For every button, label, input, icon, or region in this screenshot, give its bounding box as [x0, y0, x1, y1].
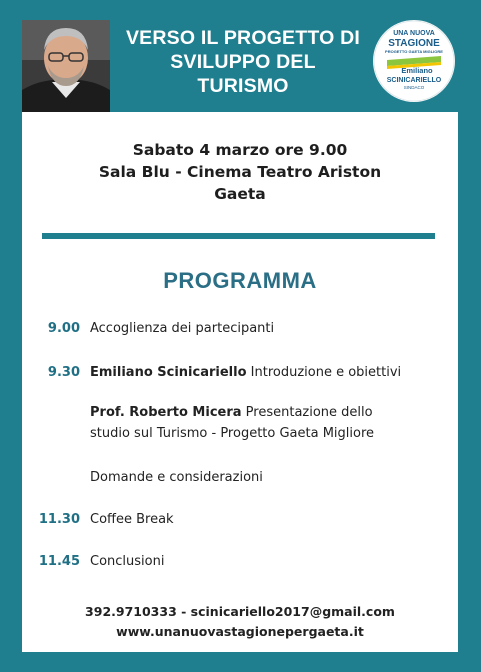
logo-line-4: Emiliano [401, 66, 433, 75]
logo-line-2: STAGIONE [388, 38, 440, 49]
agenda-speaker: Emiliano Scinicariello [90, 365, 247, 380]
contact-phone-email[interactable]: 392.9710333 - scinicariello2017@gmail.com [85, 604, 395, 619]
agenda-description: Accoglienza dei partecipanti [90, 321, 275, 336]
event-details [22, 139, 458, 205]
title-line-2: SVILUPPO DEL [170, 51, 316, 73]
logo-line-5: SCINICARIELLO [386, 77, 442, 84]
agenda-text [90, 509, 450, 530]
campaign-logo [373, 20, 455, 102]
agenda-description: Introduzione e obiettivi [246, 365, 402, 380]
speaker-photo [22, 20, 110, 112]
agenda-description: Presentazione dello [241, 405, 373, 420]
agenda-time: 9.00 [47, 321, 80, 336]
contact-website[interactable]: www.unanuovastagionepergaeta.it [116, 624, 364, 639]
page-title [118, 26, 368, 98]
agenda-text [90, 402, 450, 444]
event-date: Sabato 4 marzo ore 9.00 [132, 141, 348, 159]
agenda-time: 9.30 [47, 365, 80, 380]
event-city: Gaeta [214, 185, 266, 203]
content-panel [22, 112, 458, 652]
agenda-description-continued: studio sul Turismo - Progetto Gaeta Migliore [90, 426, 375, 441]
logo-line-3: PROGETTO GAETA MIGLIORE [385, 49, 443, 54]
divider [42, 233, 435, 239]
logo-line-1: UNA NUOVA [393, 30, 435, 37]
agenda-text [90, 318, 450, 339]
contact-info [22, 602, 458, 642]
agenda-text [90, 362, 450, 383]
agenda-text [90, 467, 450, 488]
agenda-description: Conclusioni [90, 554, 165, 569]
title-line-3: TURISMO [197, 75, 289, 97]
campaign-logo-icon [373, 20, 455, 102]
logo-line-6: SINDACO [403, 85, 425, 90]
agenda-description: Coffee Break [90, 512, 174, 527]
agenda-time: 11.30 [38, 512, 80, 527]
agenda-speaker: Prof. Roberto Micera [90, 405, 242, 420]
agenda-text [90, 551, 450, 572]
title-line-1: VERSO IL PROGETTO DI [125, 27, 361, 49]
section-heading: PROGRAMMA [163, 268, 317, 293]
agenda-description: Domande e considerazioni [90, 470, 263, 485]
event-venue: Sala Blu - Cinema Teatro Ariston [98, 163, 382, 181]
agenda-time: 11.45 [38, 554, 80, 569]
person-portrait-icon [22, 20, 110, 112]
header [0, 0, 481, 112]
